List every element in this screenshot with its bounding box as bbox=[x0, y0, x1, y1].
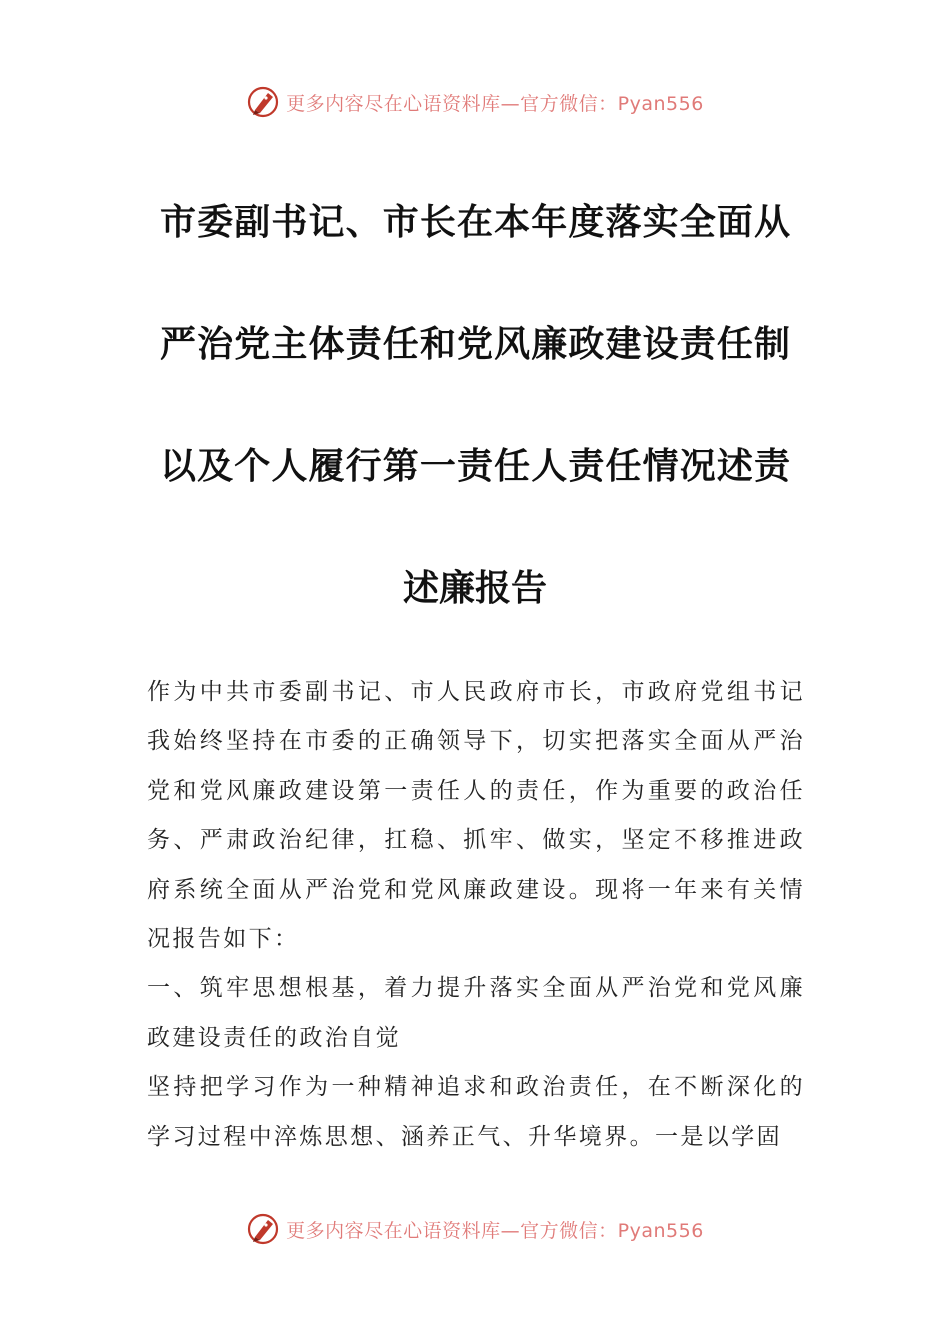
document-title: 市委副书记、市长在本年度落实全面从严治党主体责任和党风廉政建设责任制以及个人履行第一责任人责任情况述责述廉报告 bbox=[160, 202, 790, 609]
watermark-banner-top bbox=[0, 80, 950, 124]
pen-nib-circle-icon bbox=[246, 84, 282, 120]
pen-nib-circle-icon bbox=[246, 1211, 282, 1247]
paragraph-intro: 作为中共市委副书记、市人民政府市长，市政府党组书记我始终坚持在市委的正确领导下，切实把落实全面从严治党和党风廉政建设第一责任人的责任，作为重要的政治任务、严肃政治纪律，扛稳、抓牢、做实，坚定不移推进政府系统全面从严治党和党风廉政建设。现将一年来有关情况报告如下： bbox=[147, 679, 805, 953]
paragraph-section-1: 坚持把学习作为一种精神追求和政治责任，在不断深化的学习过程中淬炼思想、涵养正气、升华境界。一是以学固 bbox=[147, 1074, 805, 1150]
section-heading-1: 一、筑牢思想根基，着力提升落实全面从严治党和党风廉政建设责任的政治自觉 bbox=[147, 975, 805, 1051]
watermark-text: 更多内容尽在心语资料库—官方微信：Pyan556 bbox=[286, 92, 704, 115]
watermark-banner-bottom bbox=[0, 1207, 950, 1251]
document-body bbox=[147, 668, 805, 1162]
watermark-text: 更多内容尽在心语资料库—官方微信：Pyan556 bbox=[286, 1219, 704, 1242]
